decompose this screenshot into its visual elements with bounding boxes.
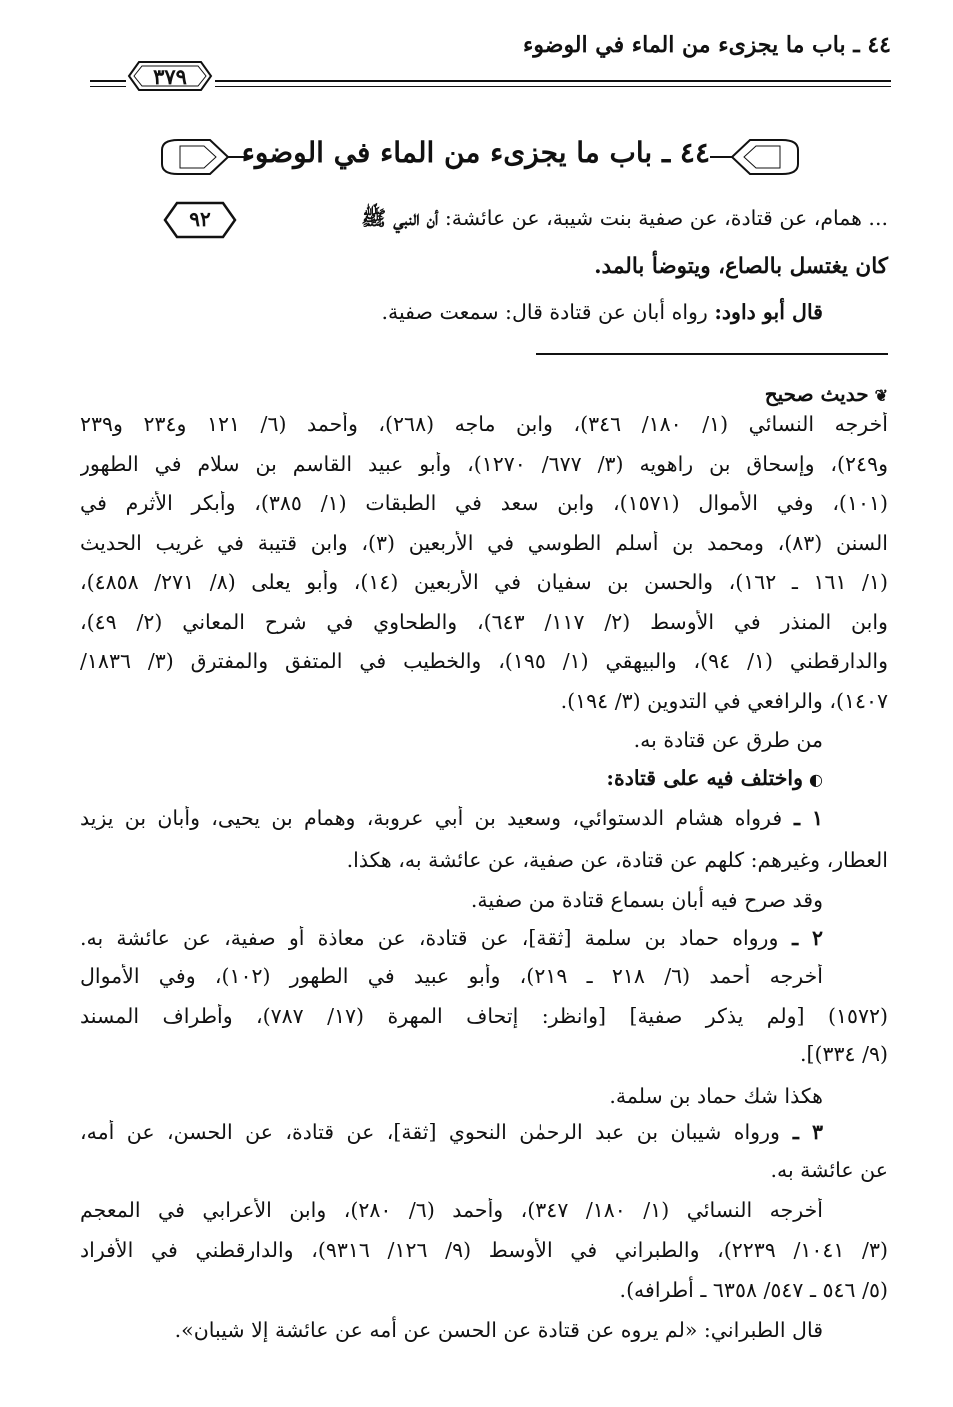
- commentary-line: أخرجه النسائي (١/ ١٨٠/ ٣٤٦)، وابن ماجه (٢٦٨)، وأحمد (٦/ ١٢١ و٢٣٤ و٢٣٩: [80, 412, 888, 436]
- discussion-line: [80, 964, 823, 994]
- discussion-line: [609, 1084, 823, 1108]
- discussion-line: [770, 1158, 888, 1182]
- discussion-line: [80, 1238, 888, 1268]
- commentary-line: السنن (٨٣)، ومحمد بن أسلم الطوسي في الأربعين (٣)، وابن قتيبة في غريب الحديث: [80, 530, 888, 555]
- abu-dawud-text: رواه أبان عن قتادة قال: سمعت صفية.: [381, 300, 708, 324]
- hadith-number-frame: [161, 198, 239, 242]
- line-text: فرواه هشام الدستوائي، وسعيد بن أبي عروبة، وهمام بن يحيى، وأبان بن يزيد: [80, 806, 783, 830]
- header-rule-left-thin: [90, 86, 126, 87]
- discussion-line: [347, 848, 888, 872]
- leaf-ornament-icon: ❦: [874, 386, 888, 405]
- line-text: أخرجه أحمد (٦/ ٢١٨ ـ ٢١٩)، وأبو عبيد في الطهور (١٠٢)، وفي الأموال: [80, 964, 823, 988]
- commentary-line: وابن المنذر في الأوسط (٢/ ١١٧/ ٦٤٣)، والطحاوي في شرح المعاني (٢/ ٤٩)،: [80, 609, 888, 634]
- header-rule-left: [90, 80, 126, 82]
- abu-dawud-note: [381, 300, 823, 324]
- discussion-line: [800, 1042, 888, 1066]
- line-text: من طرق عن قتادة به.: [633, 728, 823, 752]
- discussion-line: [80, 1198, 823, 1228]
- numbered-item: [80, 926, 823, 956]
- hadith-grade: [765, 382, 888, 406]
- page-number-frame: [125, 56, 215, 96]
- line-text: ورواه حماد بن سلمة [ثقة]، عن قتادة، عن معاذة أو صفية، عن عائشة به.: [80, 926, 779, 950]
- line-text: هكذا شك حماد بن سلمة.: [609, 1084, 823, 1108]
- discussion-line: [634, 728, 823, 752]
- commentary-line: (١/ ١٦١ ـ ١٦٢)، والحسن بن سفيان في الأربعين (١٤)، وأبو يعلى (٨/ ٢٧١/ ٤٨٥٨)،: [80, 570, 888, 594]
- discussion-line: [471, 888, 823, 912]
- line-text: أخرجه النسائي (١/ ١٨٠/ ٣٤٧)، وأحمد (٦/ ٢٨٠)، وابن الأعرابي في المعجم: [80, 1198, 823, 1222]
- line-text: ورواه شيبان بن عبد الرحمٰن النحوي [ثقة]، عن قتادة، عن الحسن، عن أمه،: [80, 1120, 780, 1144]
- line-text: (١٥٧٢) [ولم يذكر صفية] [وانظر: إتحاف المهرة (١٧/ ٧٨٧)، وأطراف المسند: [80, 1004, 888, 1028]
- commentary-line: والدارقطني (١/ ٩٤)، والبيهقي (١/ ١٩٥)، والخطيب في المتفق والمفترق (٣/ ١٨٣٦/: [80, 649, 888, 673]
- grade-text: حديث صحيح: [764, 382, 869, 406]
- numbered-item: [80, 1120, 823, 1150]
- item-number: ٣ ـ: [779, 1120, 823, 1144]
- header-rule-right: [215, 80, 891, 82]
- heading-ornament-right-icon: [710, 132, 800, 182]
- line-text: واختلف فيه على قتادة:: [606, 766, 804, 790]
- line-text: وقد صرح فيه أبان بسماع قتادة من صفية.: [470, 888, 823, 912]
- heading-ornament-left-icon: [160, 132, 250, 182]
- line-text: (٣/ ١٠٤١/ ٢٢٣٩)، والطبراني في الأوسط (٩/ ١٢٦/ ٩٣١٦)، والدارقطني في الأفراد: [80, 1238, 888, 1262]
- hadith-matn-start: أن النبي ﷺ: [361, 206, 439, 230]
- chapter-title: ٤٤ ـ باب ما يجزىء من الماء في الوضوء: [241, 136, 710, 169]
- line-text: (٥/ ٥٤٦ ـ ٥٤٧/ ٦٣٥٨ ـ أطرافه).: [619, 1278, 888, 1302]
- commentary-separator: [536, 353, 888, 355]
- circle-bullet-icon: ◐: [809, 770, 823, 789]
- line-text: العطار، وغيرهم: كلهم عن قتادة، عن صفية، عن عائشة به، هكذا.: [346, 848, 888, 872]
- discussion-line: [606, 766, 823, 790]
- hadith-number: ٩٢: [189, 207, 211, 231]
- chapter-heading: [160, 128, 800, 188]
- line-text: قال الطبراني: «لم يروه عن قتادة عن الحسن عن أمه عن عائشة إلا شيبان».: [174, 1318, 823, 1342]
- item-number: ٢ ـ: [778, 926, 823, 950]
- page-number: ٣٧٩: [153, 64, 187, 89]
- abu-dawud-label: قال أبو داود:: [714, 300, 823, 324]
- commentary-line: ١٤٠٧)، والرافعي في التدوين (٣/ ١٩٤).: [560, 688, 888, 713]
- commentary-line: و٢٤٩)، وإسحاق بن راهويه (٣/ ٦٧٧/ ١٢٧٠)، وأبو عبيد القاسم بن سلام في الطهور: [80, 451, 888, 476]
- hadith-matn: كان يغتسل بالصاع، ويتوضأ بالمد.: [594, 254, 888, 279]
- hadith-text: ... همام، عن قتادة، عن صفية بنت شيبة، عن عائشة:: [444, 206, 888, 230]
- running-header-title: ٤٤ ـ باب ما يجزىء من الماء في الوضوء: [523, 32, 891, 58]
- commentary-line: (١٠١)، وفي الأموال (١٥٧١)، وابن سعد في الطبقات (١/ ٣٨٥)، وأبكر الأثرم في: [80, 491, 888, 515]
- discussion-line: [80, 1004, 888, 1034]
- discussion-line: [175, 1318, 823, 1342]
- header-rule-right-thin: [215, 86, 891, 87]
- discussion-line: [620, 1278, 888, 1302]
- line-text: عن عائشة به.: [770, 1158, 888, 1182]
- numbered-item: [80, 806, 823, 836]
- line-text: (٩/ ٣٣٤)].: [799, 1042, 888, 1066]
- item-number: ١ ـ: [782, 806, 823, 830]
- hadith-line-1: [251, 206, 888, 236]
